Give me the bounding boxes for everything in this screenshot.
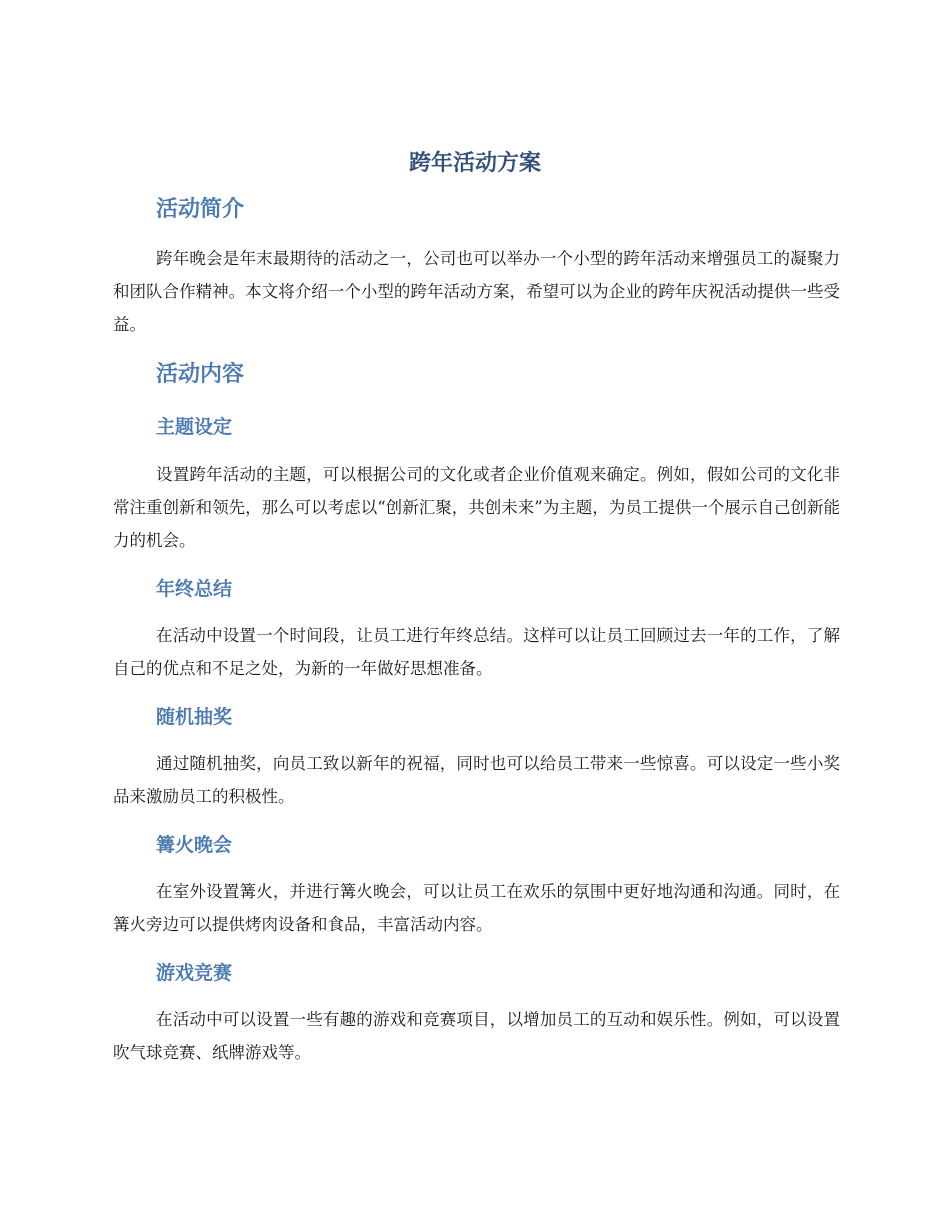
intro-paragraph: 跨年晚会是年末最期待的活动之一，公司也可以举办一个小型的跨年活动来增强员工的凝聚力和团队合作精神。本文将介绍一个小型的跨年活动方案，希望可以为企业的跨年庆祝活动提供一些受益。 (113, 249, 840, 334)
section-heading-intro: 活动简介 (156, 197, 245, 222)
bonfire-paragraph: 在室外设置篝火，并进行篝火晚会，可以让员工在欢乐的氛围中更好地沟通和沟通。同时，在篝火旁边可以提供烤肉设备和食品，丰富活动内容。 (113, 882, 840, 934)
subsection-heading-summary: 年终总结 (156, 578, 233, 600)
lottery-paragraph: 通过随机抽奖，向员工致以新年的祝福，同时也可以给员工带来一些惊喜。可以设定一些小奖品来激励员工的积极性。 (113, 754, 840, 806)
subsection-heading-games: 游戏竞赛 (156, 962, 233, 984)
section-heading-content: 活动内容 (156, 362, 245, 387)
subsection-heading-bonfire: 篝火晚会 (156, 834, 233, 856)
subsection-heading-lottery: 随机抽奖 (156, 706, 233, 728)
subsection-heading-theme: 主题设定 (156, 416, 233, 438)
games-paragraph: 在活动中可以设置一些有趣的游戏和竞赛项目，以增加员工的互动和娱乐性。例如，可以设置吹气球竞赛、纸牌游戏等。 (113, 1010, 840, 1062)
document-title: 跨年活动方案 (408, 151, 541, 176)
theme-paragraph: 设置跨年活动的主题，可以根据公司的文化或者企业价值观来确定。例如，假如公司的文化非常注重创新和领先，那么可以考虑以“创新汇聚，共创未来”为主题，为员工提供一个展示自己创新能力的机会。 (113, 465, 840, 550)
summary-paragraph: 在活动中设置一个时间段，让员工进行年终总结。这样可以让员工回顾过去一年的工作，了解自己的优点和不足之处，为新的一年做好思想准备。 (113, 626, 840, 678)
